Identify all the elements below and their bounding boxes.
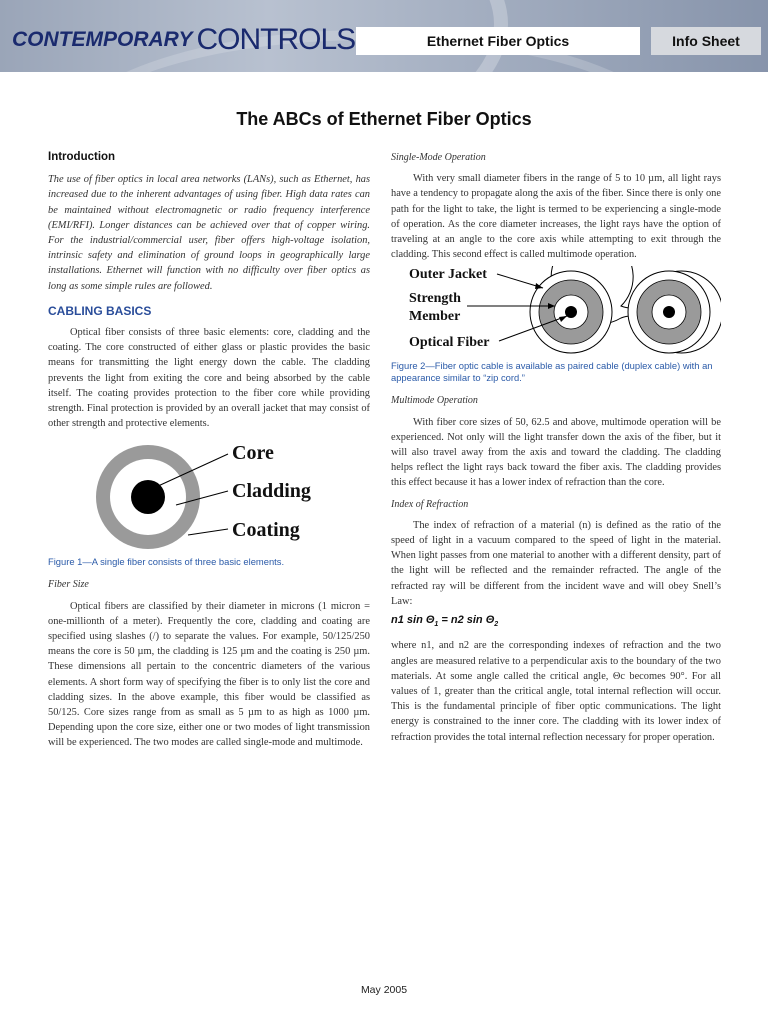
right-column — [391, 150, 721, 745]
coating-label: Coating — [232, 519, 300, 542]
figure-2 — [391, 266, 721, 358]
document-title-box: Ethernet Fiber Optics — [356, 27, 640, 55]
core-label: Core — [232, 442, 274, 465]
cabling-basics-text: Optical fiber consists of three basic elements: core, cladding and the coating. The core constructed of either glass or plastic provides the basic means for transmitting the light energy down the cable. The cladding prevents the light from exiting the core and being absorbed by the cable itself. The coating provides protection to the fiber core while providing strength. Final protection is provided by an overall jacket that may consist of other strength and protective elements. — [48, 327, 370, 430]
index-of-refraction-text: The index of refraction of a material (n) is defined as the ratio of the speed of light in a vacuum compared to the speed of light in the material. When light passes from one material to another with a different density, part of the light will be reflected and the remainder refracted. The angle of the refracted ray will be different from the incident wave and will obey Snell’s Law: — [391, 519, 721, 607]
footer-date: May 2005 — [360, 984, 408, 996]
single-mode-heading: Single-Mode Operation — [391, 152, 486, 163]
left-column — [48, 150, 370, 751]
header-banner — [0, 0, 768, 72]
strength-member-label: Strength Member — [409, 291, 461, 325]
figure-1-caption: Figure 1—A single fiber consists of three basic elements. — [48, 556, 285, 568]
figure-2-caption: Figure 2—Fiber optic cable is available as paired cable (duplex cable) with an appearance similar to “zip cord.” — [391, 360, 713, 384]
company-logo — [12, 20, 355, 54]
index-of-refraction-heading: Index of Refraction — [391, 498, 469, 510]
cladding-label: Cladding — [232, 480, 311, 503]
duplex-cable-diagram — [391, 266, 721, 358]
critical-angle-text: where n1, and n2 are the corresponding indexes of refraction and the two angles are measured relative to a perpendicular axis to the boundary of the two materials. At some angle called the critical angle, Θc becomes 90°. For all values of 1, greater than the critical angle, total internal reflection will occur. This is the fundamental principle of fiber optic communications. The light energy is constrained to the inner core. The cladding with its lower index of refraction provides the total internal reflection necessary for proper operation. — [391, 640, 721, 743]
cabling-basics-heading: CABLING BASICS — [48, 303, 152, 318]
optical-fiber-label: Optical Fiber — [409, 335, 490, 351]
snells-law-formula: n1 $\sin \Theta_1 = n2$ $\sin \Theta_2$ — [391, 614, 499, 629]
logo-text-controls: CONTROLS — [196, 23, 356, 56]
introduction-text: The use of fiber optics in local area networks (LANs), such as Ethernet, has increased due to the inherent advantages of using fiber. High data rates can be maintained without electromagnetic or radio frequency interference (EMI/RFI). Longer distances can be achieved over that of copper wiring. For the industrial/commercial user, fiber offers high-voltage isolation, intrinsic safety and elimination of ground loops in geographically large installations. Ethernet will function with no difficulty over fiber optics as long as some simple rules are followed. — [48, 174, 370, 292]
fiber-size-text: Optical fibers are classified by their diameter in microns (1 micron = one-millionth of a meter). Frequently the core, cladding and coating are specified using slashes (/) to separate the values. For example, 50/125/250 means the core is 50 µm, the cladding is 125 µm and the coating is 250 µm. These dimensions all pertain to the concentric diameters of the various elements. A short form way of specifying the fiber is to only list the core and cladding sizes. In the above example, this fiber would be classified as 50/125. Core sizes range from as small as 5 µm to as high as 1000 µm. Depending upon the core size, either one or two modes of light transmission will be experienced. The two modes are called single-mode and multimode. — [48, 600, 370, 749]
single-mode-text: With very small diameter fibers in the range of 5 to 10 µm, all light rays have a tendency to propagate along the axis of the fiber. Since there is only one path for the light to take, the light is termed to be experiencing a single-mode of operation. As the core diameter increases, the light rays have the option of traveling at an angle to the core axis while attempting to exit through the cladding. This second effect is called multimode operation. — [391, 173, 721, 261]
introduction-heading: Introduction — [48, 151, 116, 163]
multimode-heading: Multimode Operation — [391, 395, 478, 407]
fiber-size-heading: Fiber Size — [48, 579, 89, 591]
fiber-core-right — [663, 306, 675, 318]
logo-text-contemporary: CONTEMPORARY — [12, 28, 193, 51]
figure-1 — [48, 439, 370, 554]
document-type-box: Info Sheet — [651, 27, 761, 55]
coating-pointer-line — [188, 529, 228, 535]
fiber-cross-section-diagram — [48, 439, 370, 554]
outer-jacket-label: Outer Jacket — [409, 267, 487, 283]
page-title: The ABCs of Ethernet Fiber Optics — [236, 109, 532, 129]
multimode-text: With fiber core sizes of 50, 62.5 and above, multimode operation will be experienced. Not only will the light transfer down the axis of the fiber, but it will also travel away from the axis and toward the cladding. The cladding helps reflect the light rays back toward the fiber axis. The cladding provides this effect because it has a lower index of refraction than the core. — [391, 416, 721, 489]
